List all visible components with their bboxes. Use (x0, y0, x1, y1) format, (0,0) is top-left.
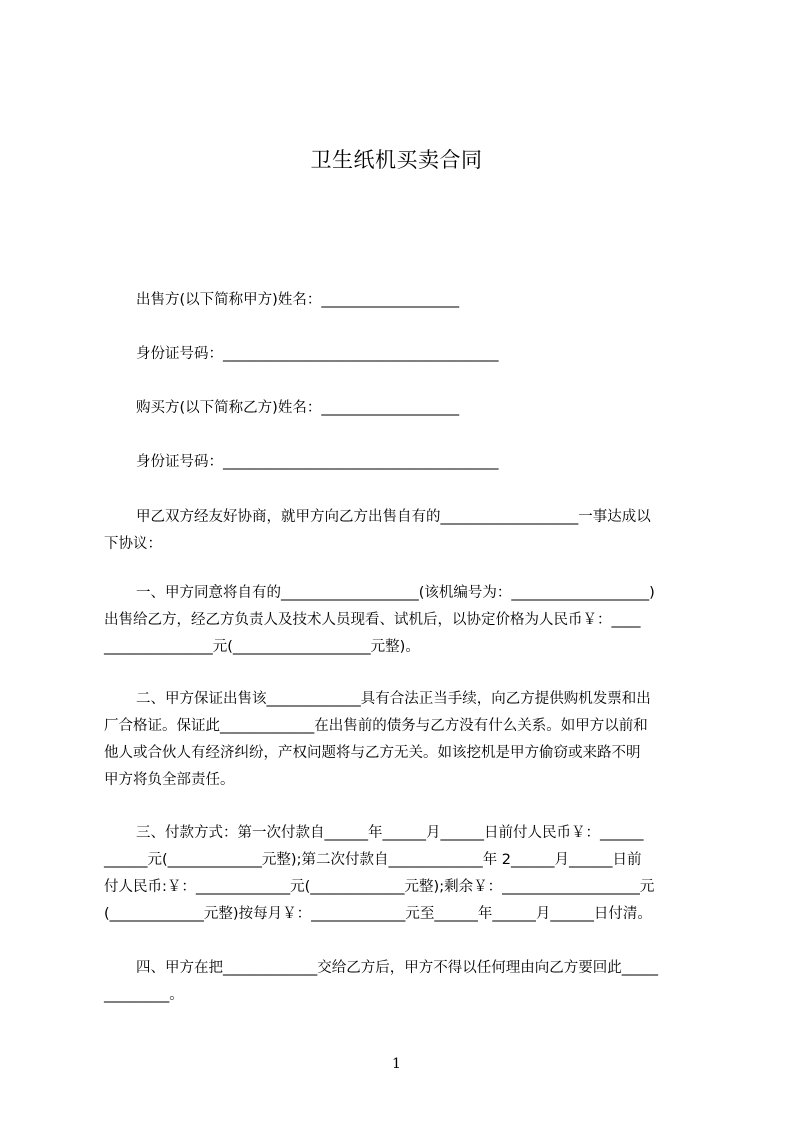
seller-id-line: 身份证号码：______________________________________ (136, 346, 499, 362)
clause-2-line-1: 二、甲方保证出售该_____________具有合法正当手续，向乙方提供购机发票和出 (136, 691, 651, 707)
clause-3-line-3: 付人民币:￥：_____________元(_____________元整);剩余￥：___________________元 (104, 879, 655, 895)
clause-2-line-3: 他人或合伙人有经济纠纷，产权问题将与乙方无关。如该挖机是甲方偷窃或来路不明 (104, 745, 641, 761)
intro-paragraph-line-2: 下协议： (104, 536, 162, 552)
clause-1-line-3: _______________元(___________________元整)。 (104, 639, 420, 655)
buyer-id-line: 身份证号码：______________________________________ (136, 454, 499, 470)
buyer-name-line: 购买方(以下简称乙方)姓名：___________________ (136, 400, 460, 416)
document-title: 卫生纸机买卖合同 (310, 148, 483, 172)
intro-paragraph-line-1: 甲乙双方经友好协商，就甲方向乙方出售自有的___________________一事达成以 (136, 509, 651, 525)
clause-3-line-1: 三、付款方式：第一次付款自______年______月______日前付人民币￥：______ (136, 825, 644, 841)
clause-2-line-4: 甲方将负全部责任。 (104, 772, 235, 788)
clause-4-line-1: 四、甲方在把_____________交给乙方后，甲方不得以任何理由向乙方要回此_____ (136, 960, 658, 976)
clause-4-line-2: _________。 (104, 987, 184, 1003)
clause-3-line-4: (_____________元整)按每月￥：_____________元至______年______月______日付清。 (104, 906, 652, 922)
clause-1-line-2: 出售给乙方，经乙方负责人及技术人员现看、试机后，以协定价格为人民币￥：____ (104, 612, 641, 628)
clause-3-line-2: ______元(_____________元整);第二次付款自_____________年 2______月______日前 (104, 852, 642, 868)
seller-name-line: 出售方(以下简称甲方)姓名：___________________ (136, 292, 460, 308)
clause-1-line-1: 一、甲方同意将自有的___________________(该机编号为：___________________) (136, 585, 655, 601)
clause-2-line-2: 厂合格证。保证此_____________在出售前的债务与乙方没有什么关系。如甲方以前和 (104, 718, 648, 734)
page-number: 1 (392, 1056, 401, 1072)
